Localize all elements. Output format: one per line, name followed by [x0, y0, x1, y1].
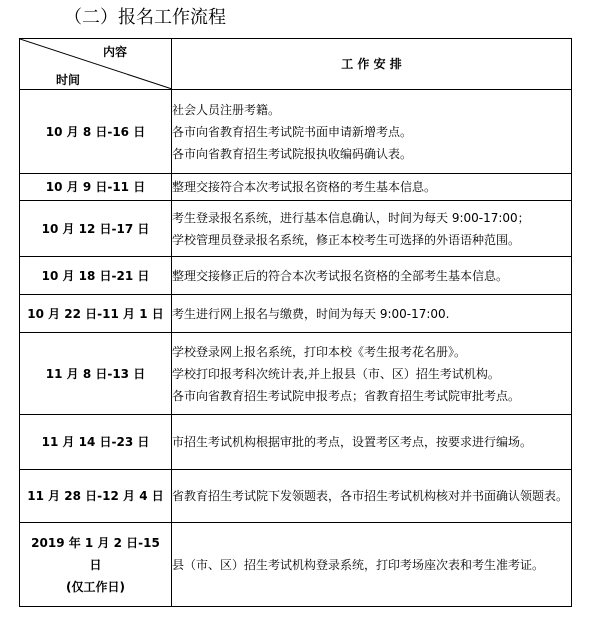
table-row [20, 470, 572, 523]
header-row [20, 39, 572, 90]
work-cell: 省教育招生考试院下发领题表，各市招生考试机构核对并书面确认领题表。 [172, 470, 572, 523]
time-cell: 2019 年 1 月 2 日-15 日 (仅工作日) [20, 523, 172, 607]
table-row [20, 333, 572, 415]
time-cell: 10 月 9 日-11 日 [20, 174, 172, 201]
registration-schedule-table [19, 38, 572, 607]
work-cell: 市招生考试机构根据审批的考点，设置考区考点，按要求进行编场。 [172, 415, 572, 470]
time-cell: 10 月 8 日-16 日 [20, 90, 172, 174]
time-header-label: 时间 [56, 73, 81, 87]
work-cell: 县（市、区）招生考试机构登录系统，打印考场座次表和考生准考证。 [172, 523, 572, 607]
work-cell: 学校登录网上报名系统，打印本校《考生报考花名册》。 学校打印报考科次统计表,并上报县（市、区）招生考试机构。 各市向省教育招生考试院申报考点；省教育招生考试院审批考点。 [172, 333, 572, 415]
section-heading: （二）报名工作流程 [64, 7, 226, 28]
time-cell: 10 月 12 日-17 日 [20, 201, 172, 257]
table-row [20, 523, 572, 607]
work-cell: 考生登录报名系统，进行基本信息确认，时间为每天 9:00-17:00； 学校管理员登录报名系统，修正本校考生可选择的外语语种范围。 [172, 201, 572, 257]
work-cell: 整理交接修正后的符合本次考试报名资格的全部考生基本信息。 [172, 257, 572, 295]
work-cell: 社会人员注册考籍。 各市向省教育招生考试院书面申请新增考点。 各市向省教育招生考试院报执收编码确认表。 [172, 90, 572, 174]
table-row [20, 257, 572, 295]
diagonal-divider-line [20, 39, 172, 89]
table-row [20, 295, 572, 333]
work-arrangement-header: 工 作 安 排 [172, 39, 572, 90]
work-cell: 整理交接符合本次考试报名资格的考生基本信息。 [172, 174, 572, 201]
table-row [20, 90, 572, 174]
time-cell: 10 月 18 日-21 日 [20, 257, 172, 295]
table-row [20, 415, 572, 470]
work-cell: 考生进行网上报名与缴费，时间为每天 9:00-17:00. [172, 295, 572, 333]
table-row [20, 201, 572, 257]
time-cell: 11 月 14 日-23 日 [20, 415, 172, 470]
diagonal-header-cell [20, 39, 172, 90]
time-cell: 11 月 8 日-13 日 [20, 333, 172, 415]
content-header-label: 内容 [102, 45, 127, 59]
time-cell: 11 月 28 日-12 月 4 日 [20, 470, 172, 523]
time-cell: 10 月 22 日-11 月 1 日 [20, 295, 172, 333]
table-row [20, 174, 572, 201]
